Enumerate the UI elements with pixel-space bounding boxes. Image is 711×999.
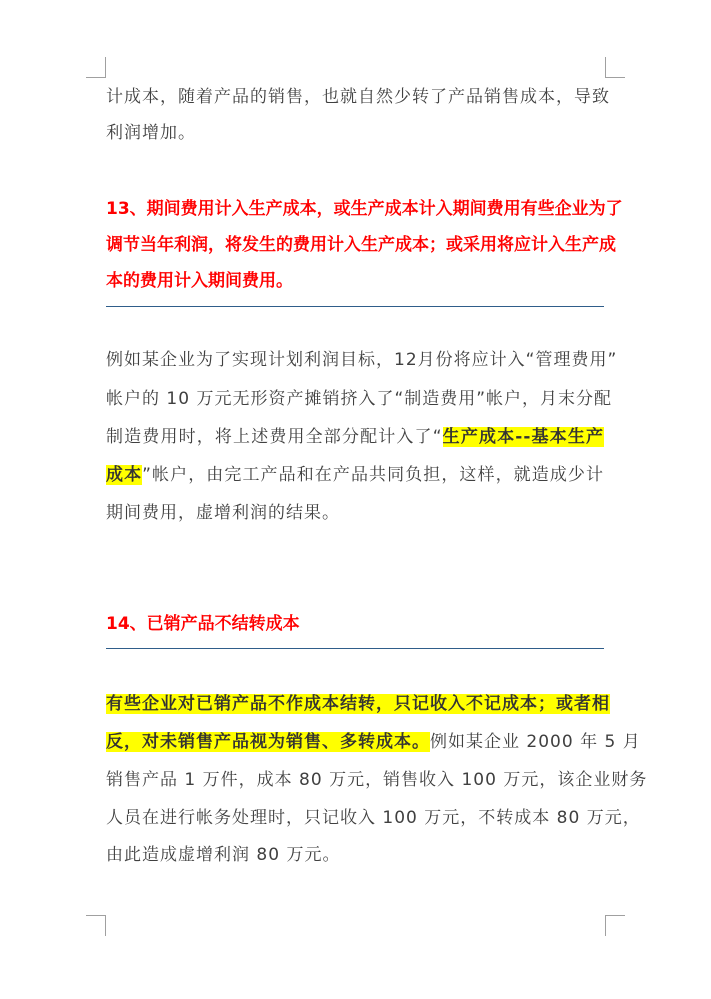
body-text: 计成本，随着产品的销售，也就自然少转了产品销售成本，导致 [106, 87, 610, 107]
highlighted-text: 成本 [106, 465, 143, 485]
heading-divider [106, 648, 604, 649]
section-heading-text: 调节当年利润，将发生的费用计入生产成本；或采用将应计入生产成 [106, 235, 616, 255]
page-corner-mark-bottom-right [605, 915, 625, 936]
section-heading-text: 14、已销产品不结转成本 [106, 614, 300, 634]
body-text: 例如某企业 2000 年 5 月 [430, 732, 641, 752]
body-text: 帐户的 10 万元无形资产摊销挤入了“制造费用”帐户，月末分配 [106, 389, 613, 409]
page-corner-mark-top-left [86, 57, 106, 78]
section-heading-text: 本的费用计入期间费用。 [106, 271, 293, 291]
page-corner-mark-bottom-left [86, 915, 106, 936]
text-line [106, 82, 610, 112]
highlighted-text: 反，对未销售产品视为销售、多转成本。 [106, 732, 430, 752]
text-line [106, 727, 641, 757]
text-line [106, 345, 618, 375]
heading-divider [106, 306, 604, 307]
text-line [106, 840, 604, 870]
body-text: 利润增加。 [106, 123, 196, 143]
body-text: 制造费用时，将上述费用全部分配计入了“ [106, 427, 443, 447]
text-line [106, 460, 604, 490]
text-line [106, 803, 641, 833]
body-text: 人员在进行帐务处理时，只记收入 100 万元，不转成本 80 万元， [106, 808, 641, 828]
section-heading-text: 13、期间费用计入生产成本，或生产成本计入期间费用有些企业为了 [106, 199, 623, 219]
text-line [106, 194, 623, 224]
body-text: ”帐户，由完工产品和在产品共同负担，这样，就造成少计 [142, 465, 605, 485]
highlighted-text: 生产成本--基本生产 [442, 427, 604, 447]
body-text: 由此造成虚增利润 80 万元。 [106, 845, 341, 865]
body-text: 例如某企业为了实现计划利润目标，12月份将应计入“管理费用” [106, 350, 618, 370]
text-line [106, 498, 604, 528]
page-corner-mark-top-right [605, 57, 625, 78]
text-line [106, 266, 604, 296]
highlighted-text: 有些企业对已销产品不作成本结转，只记收入不记成本；或者相 [106, 694, 610, 714]
text-line [106, 422, 604, 452]
text-line [106, 689, 610, 719]
body-text: 销售产品 1 万件，成本 80 万元，销售收入 100 万元，该企业财务 [106, 770, 648, 790]
text-line [106, 230, 616, 260]
text-line [106, 384, 613, 414]
text-line [106, 609, 604, 639]
text-line [106, 765, 648, 795]
body-text: 期间费用，虚增利润的结果。 [106, 503, 340, 523]
text-line [106, 118, 604, 148]
